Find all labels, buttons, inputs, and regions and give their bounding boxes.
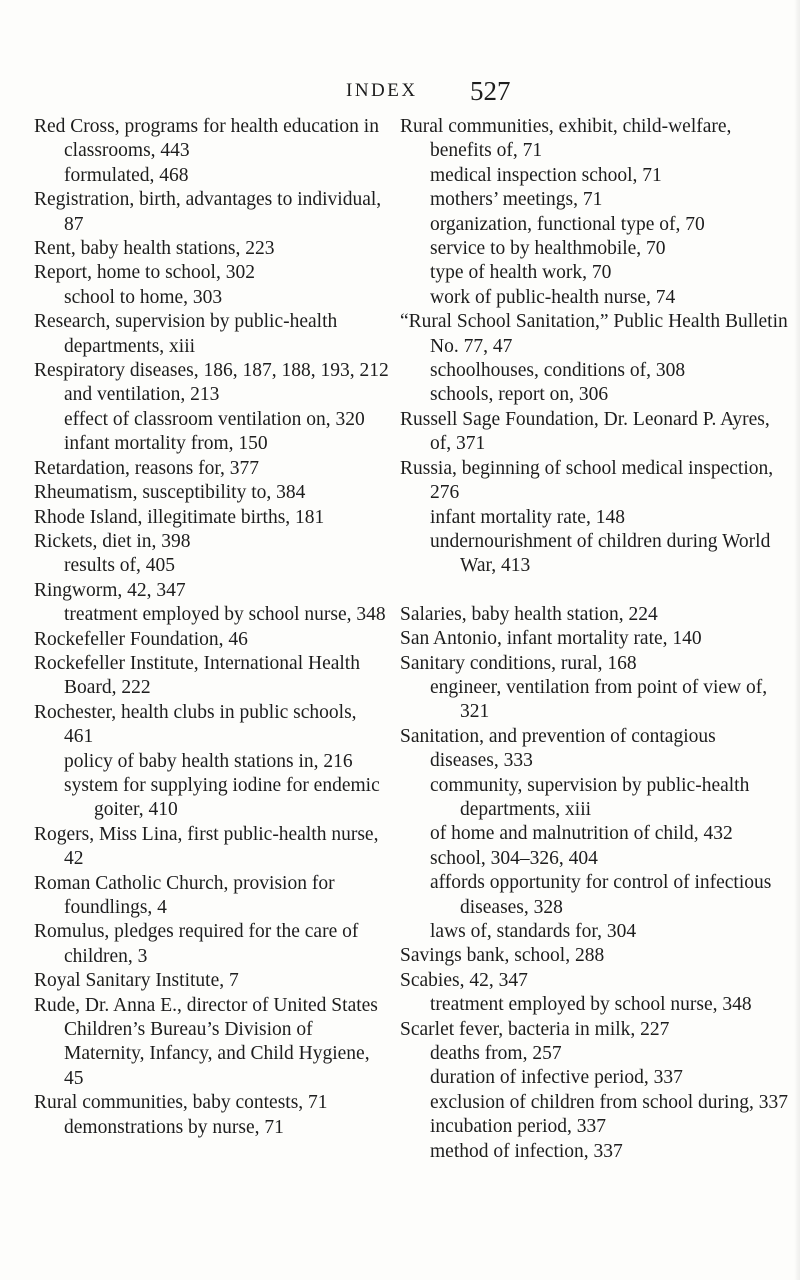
index-column-right [400,115,788,1164]
page-header [0,74,800,114]
index-subentry: community, supervision by public-health departments, xiii [430,774,750,820]
index-entry: Sanitation, and prevention of contagious diseases, 333 [400,725,716,772]
index-entry: Roman Catholic Church, provision for foundlings, 4 [34,872,335,918]
index-subentry: infant mortality rate, 148 [430,506,625,528]
index-subentry: demonstrations by nurse, 71 [64,1116,284,1138]
index-subentry: affords opportunity for control of infectious diseases, 328 [430,872,772,918]
index-subentry: organization, functional type of, 70 [430,213,705,235]
index-entry: Salaries, baby health station, 224 [400,603,658,625]
index-subentry: of home and malnutrition of child, 432 [430,823,733,845]
index-entry: Rural communities, baby contests, 71 [34,1092,328,1114]
index-entry: Registration, birth, advantages to individual, 87 [34,189,382,235]
index-subentry: effect of classroom ventilation on, 320 [64,408,365,430]
index-entry: Scarlet fever, bacteria in milk, 227 [400,1018,670,1040]
index-subentry: infant mortality from, 150 [64,433,268,455]
index-subentry: results of, 405 [64,555,176,577]
index-subentry: treatment employed by school nurse, 348 [430,994,752,1016]
index-subentry: system for supplying iodine for endemic goiter, 410 [64,774,380,821]
index-entry: Ringworm, 42, 347 [34,579,186,601]
index-entry: Romulus, pledges required for the care of children, 3 [34,921,359,967]
index-entry: Rickets, diet in, 398 [34,530,191,552]
index-entry: Sanitary conditions, rural, 168 [400,652,637,674]
index-entry: Russia, beginning of school medical inspection, 276 [400,457,774,504]
index-subentry: type of health work, 70 [430,262,612,284]
index-subentry: medical inspection school, 71 [430,164,662,186]
index-entry: Scabies, 42, 347 [400,969,528,991]
index-entry: Savings bank, school, 288 [400,945,605,967]
index-entry: Rochester, health clubs in public schools, 461 [34,701,357,748]
index-subentry: schools, report on, 306 [430,384,609,406]
index-entry: Rude, Dr. Anna E., director of United States Children’s Bureau’s Division of Maternity, Infancy, and Child Hygiene, 45 [34,994,378,1089]
index-subentry: method of infection, 337 [430,1140,623,1162]
index-subentry: undernourishment of children during World War, 413 [430,530,771,577]
running-head: INDEX [346,80,418,101]
index-subentry: school, 304–326, 404 [430,847,598,869]
index-column-left [34,115,390,1140]
index-entry: Retardation, reasons for, 377 [34,457,260,479]
index-subentry: work of public-health nurse, 74 [430,286,676,308]
index-entry: San Antonio, infant mortality rate, 140 [400,628,702,650]
index-entry: Rogers, Miss Lina, first public-health nurse, 42 [34,823,379,870]
index-subentry: exclusion of children from school during, 337 [430,1091,788,1113]
index-entry: Rockefeller Institute, International Health Board, 222 [34,652,360,699]
index-entry: Rural communities, exhibit, child-welfare, benefits of, 71 [400,116,732,162]
index-subentry: engineer, ventilation from point of view of, 321 [430,676,768,723]
index-entry: Russell Sage Foundation, Dr. Leonard P. Ayres, of, 371 [400,408,770,455]
page-edge-shadow [794,0,800,1280]
index-subentry: service to by healthmobile, 70 [430,238,666,260]
page-number: 527 [470,76,511,106]
index-subentry: school to home, 303 [64,286,223,308]
index-entry: Respiratory diseases, 186, 187, 188, 193, 212 [34,360,389,382]
index-entry: Rockefeller Foundation, 46 [34,628,248,650]
index-entry: Report, home to school, 302 [34,262,255,284]
index-entry: Rent, baby health stations, 223 [34,238,275,260]
index-subentry: and ventilation, 213 [64,384,220,406]
index-entry: Research, supervision by public-health departments, xiii [34,311,338,357]
index-subentry: policy of baby health stations in, 216 [64,750,353,772]
index-entry: “Rural School Sanitation,” Public Health Bulletin No. 77, 47 [400,311,788,357]
index-entry: Royal Sanitary Institute, 7 [34,970,239,992]
index-entry: Rhode Island, illegitimate births, 181 [34,506,325,528]
index-entry: Rheumatism, susceptibility to, 384 [34,482,306,504]
index-subentry: deaths from, 257 [430,1043,562,1065]
index-subentry: laws of, standards for, 304 [430,921,637,942]
index-subentry: duration of infective period, 337 [430,1067,683,1089]
index-subentry: mothers’ meetings, 71 [430,189,603,211]
index-subentry: formulated, 468 [64,164,189,186]
index-entry: Red Cross, programs for health education in classrooms, 443 [34,116,379,162]
index-subentry: schoolhouses, conditions of, 308 [430,360,686,382]
index-subentry: incubation period, 337 [430,1116,607,1138]
index-subentry: treatment employed by school nurse, 348 [64,604,386,626]
